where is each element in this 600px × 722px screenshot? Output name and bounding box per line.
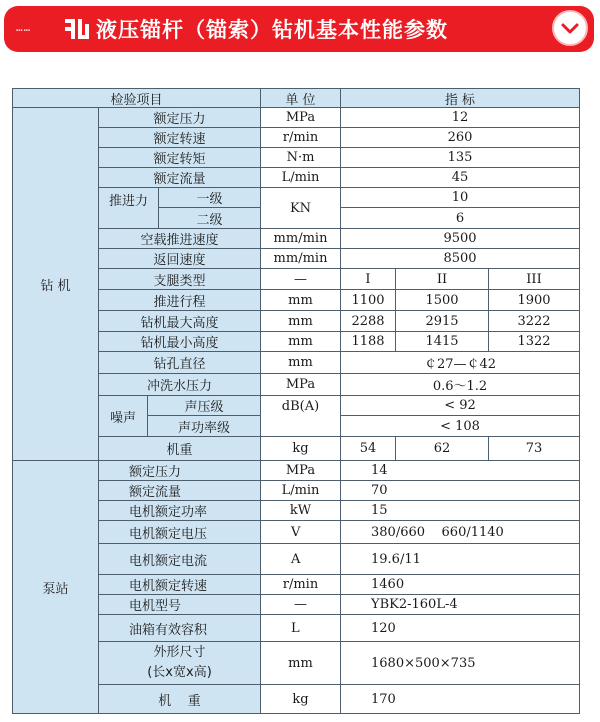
pump-motor-speed-value: 1460 [340,574,580,595]
pump-weight-unit: kg [260,684,341,714]
pump-rated-pressure-value: 14 [340,460,580,481]
drill-min-height-label: 钻机最小高度 [98,331,261,352]
drill-weight-v2: 62 [395,436,489,461]
drill-flush-pressure-value: 0.6～1.2 [340,373,580,396]
drill-rated-torque-value: 135 [340,147,580,168]
drill-return-speed-value: 8500 [340,248,580,269]
drill-rated-speed-label: 额定转速 [98,127,261,148]
drill-rated-flow-label: 额定流量 [98,167,261,188]
pump-weight-label: 机 重 [98,684,261,714]
drill-return-speed-unit: mm/min [260,248,341,269]
drill-noise-pressure-label: 声压级 [147,395,261,416]
pump-dimensions-value: 1680×500×735 [340,641,580,685]
drill-rated-torque-unit: N·m [260,147,341,168]
pump-motor-model-value: YBK2-160L-4 [340,594,580,615]
drill-thrust-level2-value: 6 [340,207,580,229]
pump-motor-power-value: 15 [340,500,580,521]
drill-feed-stroke-v3: 1900 [488,289,580,311]
drill-feed-stroke-label: 推进行程 [98,289,261,311]
drill-leg-type-v1: I [340,268,396,290]
drill-rated-flow-value: 45 [340,167,580,188]
drill-flush-pressure-label: 冲洗水压力 [98,373,261,396]
drill-hole-dia-label: 钻孔直径 [98,351,261,374]
pump-rated-flow-unit: L/min [260,480,341,501]
drill-noise-pressure-value: < 92 [340,395,580,416]
drill-leg-type-unit: — [260,268,341,290]
drill-min-height-v2: 1415 [395,331,489,352]
drill-idle-feed-value: 9500 [340,228,580,249]
pump-weight-value: 170 [340,684,580,714]
drill-weight-v1: 54 [340,436,396,461]
pump-motor-voltage-value: 380/660 660/1140 [340,520,580,544]
pump-motor-speed-label: 电机额定转速 [98,574,261,595]
drill-max-height-v3: 3222 [488,310,580,332]
drill-rated-torque-label: 额定转矩 [98,147,261,168]
header-item: 检验项目 [12,88,261,108]
drill-weight-v3: 73 [488,436,580,461]
pump-rated-flow-value: 70 [340,480,580,501]
drill-min-height-v1: 1188 [340,331,396,352]
drill-flush-pressure-unit: MPa [260,373,341,396]
pump-rated-pressure-unit: MPa [260,460,341,481]
drill-rated-flow-unit: L/min [260,167,341,188]
drill-idle-feed-unit: mm/min [260,228,341,249]
header-index: 指 标 [340,88,580,108]
drill-weight-unit: kg [260,436,341,461]
drill-leg-type-v3: III [488,268,580,290]
drill-leg-type-v2: II [395,268,489,290]
drill-rated-speed-value: 260 [340,127,580,148]
drill-hole-dia-unit: mm [260,351,341,374]
pump-tank-volume-unit: L [260,614,341,642]
drill-noise-unit: dB(A) [260,395,341,437]
pump-group-label: 泵站 [12,460,99,714]
drill-min-height-unit: mm [260,331,341,352]
drill-rated-pressure-unit: MPa [260,107,341,128]
pump-rated-flow-label: 额定流量 [98,480,261,501]
drill-thrust-level1-value: 10 [340,187,580,208]
banner-dots: …… [16,21,32,34]
pump-motor-voltage-unit: V [260,520,341,544]
drill-min-height-v3: 1322 [488,331,580,352]
drill-feed-stroke-unit: mm [260,289,341,311]
drill-thrust-label: 推进力 [98,187,159,229]
drill-max-height-v2: 2915 [395,310,489,332]
drill-rated-speed-unit: r/min [260,127,341,148]
drill-thrust-unit: KN [260,187,341,229]
drill-feed-stroke-v2: 1500 [395,289,489,311]
drill-noise-power-value: < 108 [340,415,580,437]
pump-motor-current-label: 电机额定电流 [98,543,261,575]
drill-idle-feed-label: 空载推进速度 [98,228,261,249]
pump-motor-model-unit: — [260,594,341,615]
drill-rated-pressure-label: 额定压力 [98,107,261,128]
pump-motor-speed-unit: r/min [260,574,341,595]
pump-motor-power-unit: kW [260,500,341,521]
pump-tank-volume-value: 120 [340,614,580,642]
pump-tank-volume-label: 油箱有效容积 [98,614,261,642]
pump-dimensions-unit: mm [260,641,341,685]
pump-motor-model-label: 电机型号 [98,594,261,615]
drill-max-height-unit: mm [260,310,341,332]
pump-motor-current-unit: A [260,543,341,575]
drill-weight-label: 机重 [98,436,261,461]
pump-dimensions-label-line1: 外形尺寸 [153,645,206,660]
pump-motor-voltage-label: 电机额定电压 [98,520,261,544]
drill-feed-stroke-v1: 1100 [340,289,396,311]
drill-hole-dia-value: ￠27—￠42 [340,351,580,374]
drill-max-height-v1: 2288 [340,310,396,332]
pump-rated-pressure-label: 额定压力 [98,460,261,481]
drill-group-label: 钻 机 [12,107,99,461]
drill-thrust-level1-label: 一级 [158,187,261,208]
drill-thrust-level2-label: 二级 [158,207,261,229]
pump-motor-power-label: 电机额定功率 [98,500,261,521]
drill-noise-label: 噪声 [98,395,148,437]
header-unit: 单 位 [260,88,341,108]
page-title: 液压锚杆（锚索）钻机基本性能参数 [96,18,448,42]
drill-max-height-label: 钻机最大高度 [98,310,261,332]
drill-return-speed-label: 返回速度 [98,248,261,269]
pump-dimensions-label-line2: (长x宽x高) [147,665,212,680]
pump-dimensions-label [98,641,261,685]
drill-noise-power-label: 声功率级 [147,415,261,437]
pump-motor-current-value: 19.6/11 [340,543,580,575]
drill-leg-type-label: 支腿类型 [98,268,261,290]
drill-rated-pressure-value: 12 [340,107,580,128]
